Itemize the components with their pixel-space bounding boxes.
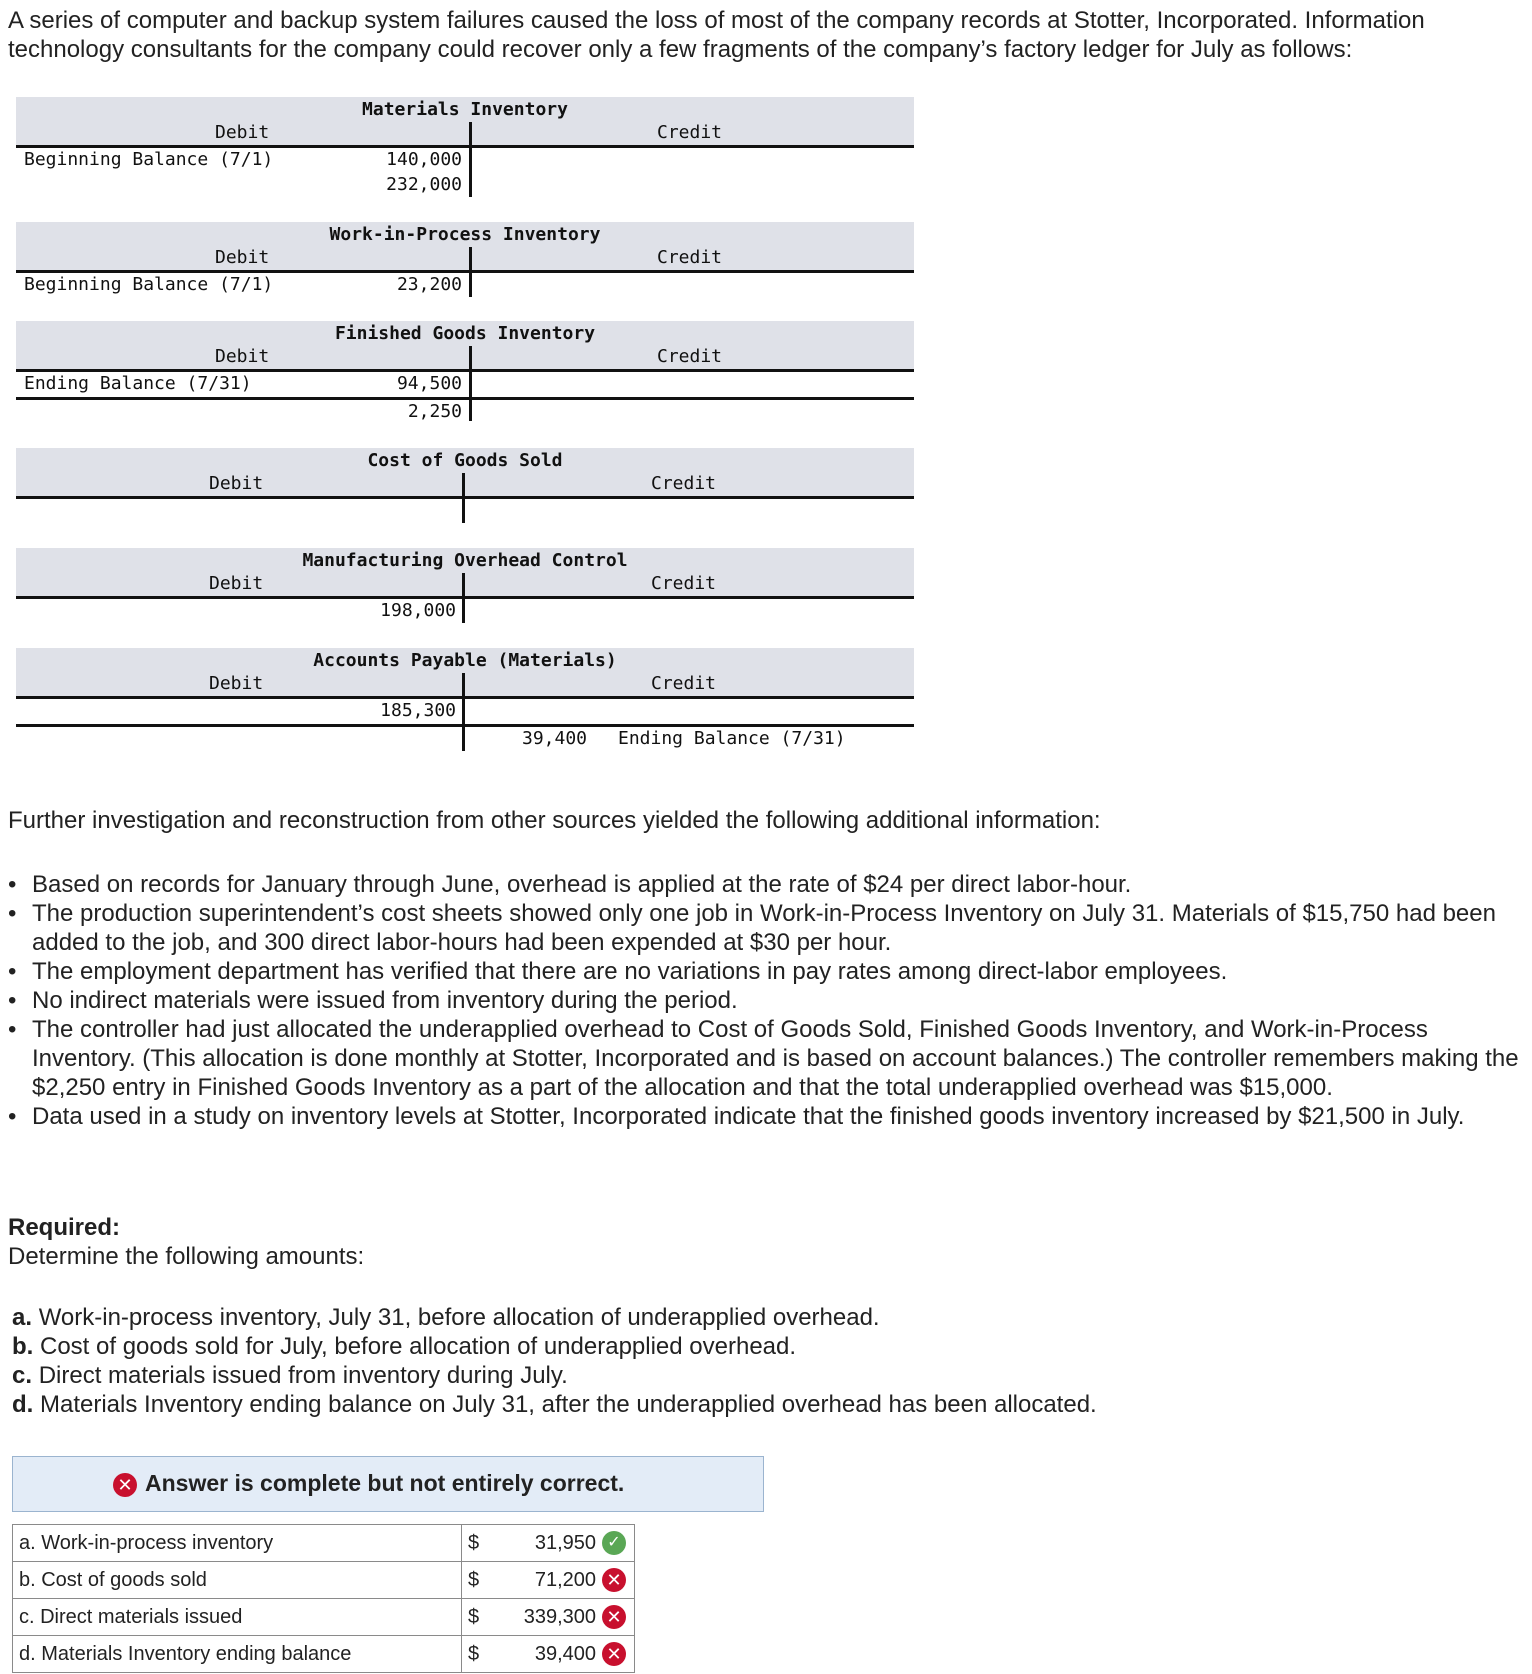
debit-value: 198,000 [380, 600, 456, 621]
question-item: b. Cost of goods sold for July, before allocation of underapplied overhead. [12, 1333, 797, 1360]
answer-label: a. Work-in-process inventory [13, 1525, 462, 1562]
row-label: Ending Balance (7/31) [24, 373, 252, 394]
debit-value: 185,300 [380, 700, 456, 721]
required-text: Determine the following amounts: [8, 1243, 365, 1270]
account-title: Work-in-Process Inventory [329, 224, 601, 245]
required-heading: Required: [8, 1214, 121, 1241]
info-list [8, 870, 1524, 1131]
answer-label: d. Materials Inventory ending balance [13, 1636, 462, 1673]
intro-paragraph: A series of computer and backup system failures caused the loss of most of the company records at Stotter, Incorporated. Information technology consultants for the company could recover only a few fragments of the company’s factory ledger for July as follows: [8, 7, 1425, 63]
account-title: Materials Inventory [362, 99, 568, 120]
incorrect-icon: ✕ [602, 1642, 626, 1666]
further-paragraph: Further investigation and reconstruction from other sources yielded the following additional information: [8, 807, 1101, 834]
credit-header: Credit [657, 346, 723, 367]
answer-value-cell[interactable]: $ 31,950 ✓ [462, 1525, 635, 1562]
answer-label: c. Direct materials issued [13, 1599, 462, 1636]
list-item: • The production superintendent’s cost sheets showed only one job in Work-in-Process Inventory on July 31. Materials of $15,750 had been added to the job, and 300 direct labor-hours had been expended at $30 per hour. [8, 899, 1524, 957]
credit-row-label: Ending Balance (7/31) [618, 728, 846, 749]
question-item: a. Work-in-process inventory, July 31, before allocation of underapplied overhead. [12, 1304, 880, 1331]
t-account-materials-inventory [16, 97, 914, 202]
answer-label: b. Cost of goods sold [13, 1562, 462, 1599]
question-item: c. Direct materials issued from inventory during July. [12, 1362, 568, 1389]
t-account-accounts-payable [16, 648, 914, 753]
answer-table [12, 1524, 635, 1673]
question-item: d. Materials Inventory ending balance on July 31, after the underapplied overhead has been allocated. [12, 1391, 1097, 1418]
list-item: • No indirect materials were issued from inventory during the period. [8, 986, 1524, 1015]
answer-value: 31,950 [534, 1532, 596, 1554]
credit-header: Credit [651, 473, 717, 494]
answer-value-cell[interactable]: $ 339,300 ✕ [462, 1599, 635, 1636]
answer-status-banner [12, 1456, 764, 1512]
debit-value: 23,200 [396, 274, 462, 295]
table-row [13, 1636, 635, 1673]
t-account-manufacturing-overhead [16, 548, 914, 628]
table-row [13, 1599, 635, 1636]
question-list [12, 1303, 1097, 1419]
list-item: • Data used in a study on inventory levels at Stotter, Incorporated indicate that the finished goods inventory increased by $21,500 in July. [8, 1102, 1524, 1131]
incorrect-icon: ✕ [602, 1605, 626, 1629]
row-label: Beginning Balance (7/1) [24, 149, 274, 170]
answer-value: 39,400 [534, 1643, 596, 1665]
answer-value: 339,300 [523, 1606, 596, 1628]
answer-status-text: Answer is complete but not entirely correct. [145, 1470, 625, 1496]
credit-header: Credit [651, 673, 717, 694]
list-item: • The employment department has verified that there are no variations in pay rates among direct-labor employees. [8, 957, 1524, 986]
credit-value: 39,400 [522, 728, 588, 749]
debit-value: 2,250 [407, 401, 462, 422]
debit-header: Debit [209, 673, 264, 694]
t-account-finished-goods-inventory [16, 321, 914, 426]
account-title: Finished Goods Inventory [334, 323, 596, 344]
debit-header: Debit [209, 473, 264, 494]
account-title: Cost of Goods Sold [367, 450, 563, 471]
debit-value: 140,000 [386, 149, 462, 170]
check-icon: ✓ [602, 1531, 626, 1555]
answer-value-cell[interactable]: $ 39,400 ✕ [462, 1636, 635, 1673]
t-account-cost-of-goods-sold [16, 448, 914, 528]
answer-value: 71,200 [534, 1569, 596, 1591]
incorrect-icon: ✕ [113, 1473, 137, 1497]
debit-value: 232,000 [386, 174, 462, 195]
list-item: • Based on records for January through June, overhead is applied at the rate of $24 per direct labor-hour. [8, 870, 1524, 899]
incorrect-icon: ✕ [602, 1568, 626, 1592]
credit-header: Credit [657, 247, 723, 268]
t-account-wip-inventory [16, 222, 914, 302]
credit-header: Credit [651, 573, 717, 594]
table-row [13, 1562, 635, 1599]
list-item: • The controller had just allocated the underapplied overhead to Cost of Goods Sold, Finished Goods Inventory, and Work-in-Process Inventory. (This allocation is done monthly at Stotter, Incorporated and is based on account balances.) The controller remembers making the $2,250 entry in Finished Goods Inventory as a part of the allocation and that the total underapplied overhead was $15,000. [8, 1015, 1524, 1102]
debit-header: Debit [209, 573, 264, 594]
row-label: Beginning Balance (7/1) [24, 274, 274, 295]
table-row [13, 1525, 635, 1562]
account-title: Manufacturing Overhead Control [302, 550, 628, 571]
answer-value-cell[interactable]: $ 71,200 ✕ [462, 1562, 635, 1599]
credit-header: Credit [657, 122, 723, 143]
account-title: Accounts Payable (Materials) [313, 650, 617, 671]
debit-header: Debit [215, 346, 270, 367]
debit-header: Debit [215, 122, 270, 143]
debit-header: Debit [215, 247, 270, 268]
debit-value: 94,500 [396, 373, 462, 394]
